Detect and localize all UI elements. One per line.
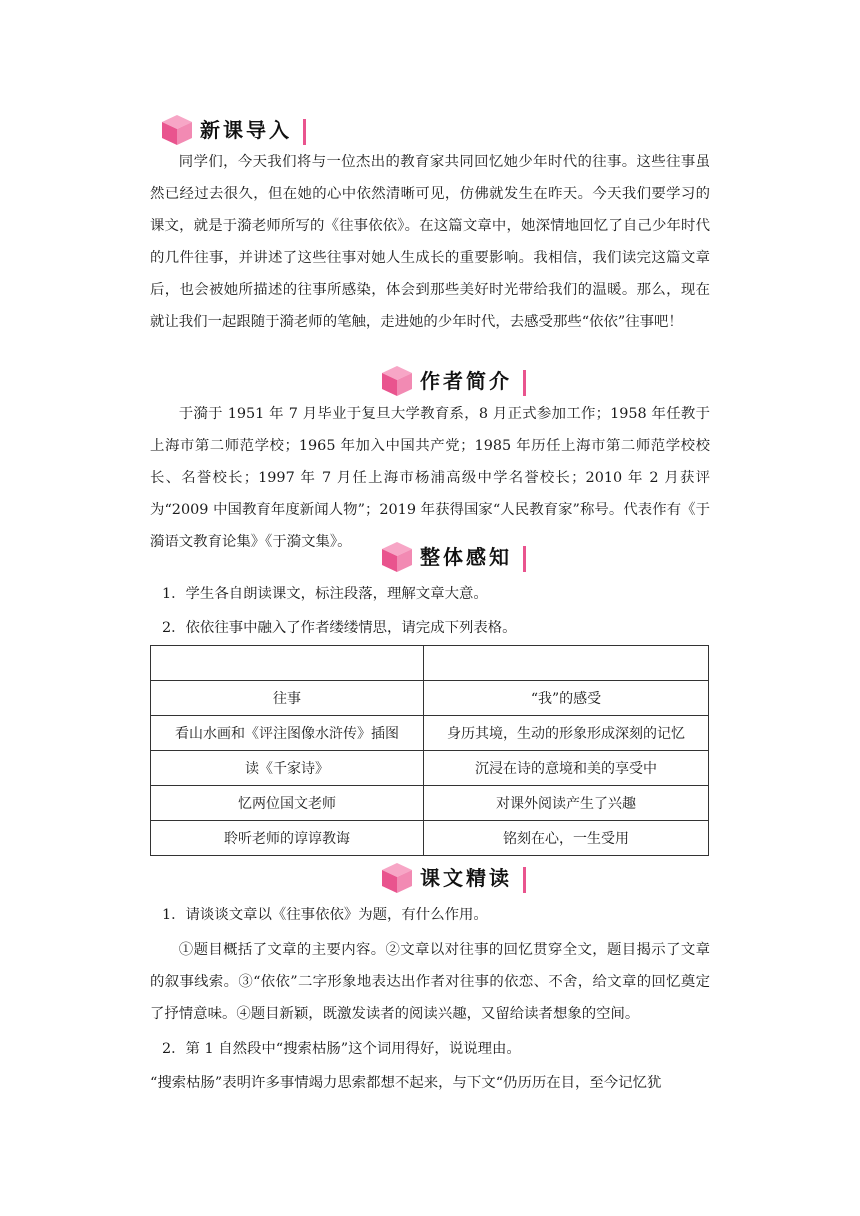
table-cell: 沉浸在诗的意境和美的享受中 — [424, 751, 709, 786]
table-header-row — [151, 681, 709, 716]
cube-icon — [380, 364, 414, 398]
close-question-1: 1．请谈谈文章以《往事依依》为题，有什么作用。 — [162, 907, 488, 923]
table-cell: 看山水画和《评注图像水浒传》插图 — [151, 716, 424, 751]
section-title: 新课导入 — [196, 115, 302, 145]
feelings-table — [150, 645, 709, 856]
section-title: 作者简介 — [416, 366, 522, 396]
cube-icon — [160, 113, 194, 147]
table-row — [151, 821, 709, 856]
table-cell — [151, 646, 424, 681]
table-cell: 铭刻在心，一生受用 — [424, 821, 709, 856]
table-cell: 读《千家诗》 — [151, 751, 424, 786]
close-answer-2: “搜索枯肠”表明许多事情竭力思索都想不起来，与下文“仍历历在目，至今记忆犹 — [150, 1075, 662, 1091]
cube-icon — [380, 861, 414, 895]
table-row — [151, 716, 709, 751]
table-row — [151, 751, 709, 786]
section-heading-close-reading — [380, 858, 522, 898]
table-row — [151, 786, 709, 821]
section-title: 整体感知 — [416, 542, 522, 572]
close-question-2: 2．第 1 自然段中“搜索枯肠”这个词用得好，说说理由。 — [162, 1041, 521, 1057]
table-cell: 聆听老师的谆谆教诲 — [151, 821, 424, 856]
overall-question-1: 1．学生各自朗读课文，标注段落，理解文章大意。 — [162, 586, 488, 602]
close-answer-1: ①题目概括了文章的主要内容。②文章以对往事的回忆贯穿全文，题目揭示了文章的叙事线索。③“依依”二字形象地表达出作者对往事的依恋、不舍，给文章的回忆奠定了抒情意味。④题目新颖，既激发读者的阅读兴趣，又留给读者想象的空间。 — [150, 942, 710, 1022]
table-cell: 身历其境，生动的形象形成深刻的记忆 — [424, 716, 709, 751]
table-header: 往事 — [151, 681, 424, 716]
cube-icon — [380, 540, 414, 574]
section-heading-overall — [380, 537, 522, 577]
author-paragraph: 于漪于 1951 年 7 月毕业于复旦大学教育系，8 月正式参加工作；1958 年任教于上海市第二师范学校；1965 年加入中国共产党；1985 年历任上海市第二师范学校校长、名誉校长；1997 年 7 月任上海市杨浦高级中学名誉校长；2010 年 2 月获评为“2009 中国教育年度新闻人物”；2019 年获得国家“人民教育家”称号。代表作有《于漪语文教育论集》《于漪文集》。 — [150, 406, 710, 550]
table-cell — [424, 646, 709, 681]
table-row-blank — [151, 646, 709, 681]
table-cell: 对课外阅读产生了兴趣 — [424, 786, 709, 821]
section-title: 课文精读 — [416, 863, 522, 893]
section-heading-author — [380, 361, 522, 401]
section-heading-intro — [160, 110, 302, 150]
overall-question-2: 2．依依往事中融入了作者缕缕情思，请完成下列表格。 — [162, 620, 517, 636]
table-header: “我”的感受 — [424, 681, 709, 716]
table-cell: 忆两位国文老师 — [151, 786, 424, 821]
intro-paragraph: 同学们，今天我们将与一位杰出的教育家共同回忆她少年时代的往事。这些往事虽然已经过去很久，但在她的心中依然清晰可见，仿佛就发生在昨天。今天我们要学习的课文，就是于漪老师所写的《往事依依》。在这篇文章中，她深情地回忆了自己少年时代的几件往事，并讲述了这些往事对她人生成长的重要影响。我相信，我们读完这篇文章后，也会被她所描述的往事所感染，体会到那些美好时光带给我们的温暖。那么，现在就让我们一起跟随于漪老师的笔触，走进她的少年时代，去感受那些“依依”往事吧！ — [150, 154, 710, 330]
